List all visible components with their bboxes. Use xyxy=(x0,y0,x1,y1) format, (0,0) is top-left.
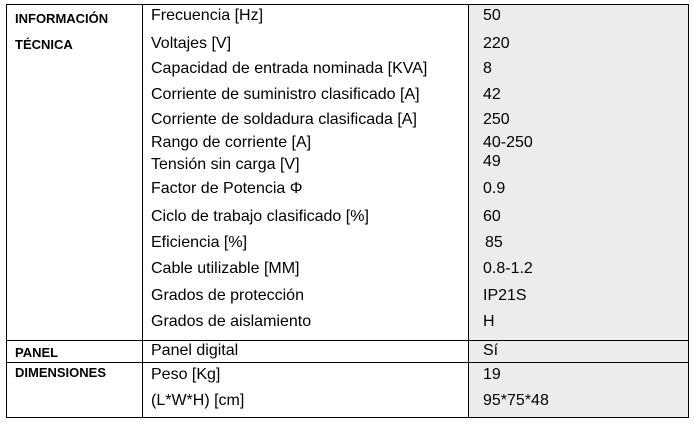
row-value-weight: 19 xyxy=(483,366,501,383)
column-divider-2 xyxy=(468,4,469,418)
row-value-input-capacity: 8 xyxy=(483,60,492,77)
table-border-bottom xyxy=(6,417,689,418)
row-value-voltage: 220 xyxy=(483,35,510,52)
value-column-background xyxy=(469,4,689,418)
row-value-usable-cable: 0.8-1.2 xyxy=(483,260,533,277)
row-label-duty-cycle: Ciclo de trabajo clasificado [%] xyxy=(151,208,369,225)
row-label-frequency: Frecuencia [Hz] xyxy=(151,7,264,24)
row-value-current-range: 40-250 xyxy=(483,134,533,151)
row-value-welding-current: 250 xyxy=(483,111,510,128)
section-divider-panel xyxy=(6,340,689,341)
section-panel-title: PANEL xyxy=(15,345,59,360)
row-value-no-load-voltage: 49 xyxy=(483,153,501,170)
row-label-input-capacity: Capacidad de entrada nominada [KVA] xyxy=(151,60,428,77)
row-value-supply-current: 42 xyxy=(483,86,501,103)
row-value-panel: Sí xyxy=(483,342,499,359)
row-label-voltage: Voltajes [V] xyxy=(151,35,232,52)
row-label-no-load-voltage: Tensión sin carga [V] xyxy=(151,156,300,173)
section-dimensions-title: DIMENSIONES xyxy=(15,365,107,380)
row-label-supply-current: Corriente de suministro clasificado [A] xyxy=(151,86,420,103)
row-label-usable-cable: Cable utilizable [MM] xyxy=(151,260,300,277)
column-divider-1 xyxy=(142,4,143,418)
row-value-protection-grade: IP21S xyxy=(483,287,527,304)
row-value-dimensions: 95*75*48 xyxy=(483,392,549,409)
row-label-insulation-grade: Grados de aislamiento xyxy=(151,313,312,330)
row-value-efficiency: 85 xyxy=(485,234,503,251)
row-label-protection-grade: Grados de protección xyxy=(151,287,304,304)
row-label-efficiency: Eficiencia [%] xyxy=(151,234,248,251)
row-label-welding-current: Corriente de soldadura clasificada [A] xyxy=(151,111,417,128)
section-info-title-line1: INFORMACIÓN xyxy=(15,11,109,26)
row-label-current-range: Rango de corriente [A] xyxy=(151,134,312,151)
row-label-power-factor: Factor de Potencia Φ xyxy=(151,180,303,197)
row-value-power-factor: 0.9 xyxy=(483,180,506,197)
row-value-duty-cycle: 60 xyxy=(483,208,501,225)
row-value-insulation-grade: H xyxy=(483,313,495,330)
table-border-right xyxy=(688,4,689,418)
row-label-dimensions: (L*W*H) [cm] xyxy=(151,392,245,409)
table-border-left xyxy=(6,4,7,418)
spec-table xyxy=(6,4,689,418)
section-divider-dimensions xyxy=(6,362,689,363)
row-label-weight: Peso [Kg] xyxy=(151,366,221,383)
table-border-top xyxy=(6,4,689,5)
row-value-frequency: 50 xyxy=(483,7,501,24)
section-info-title-line2: TÉCNICA xyxy=(15,37,73,52)
row-label-panel: Panel digital xyxy=(151,342,239,359)
